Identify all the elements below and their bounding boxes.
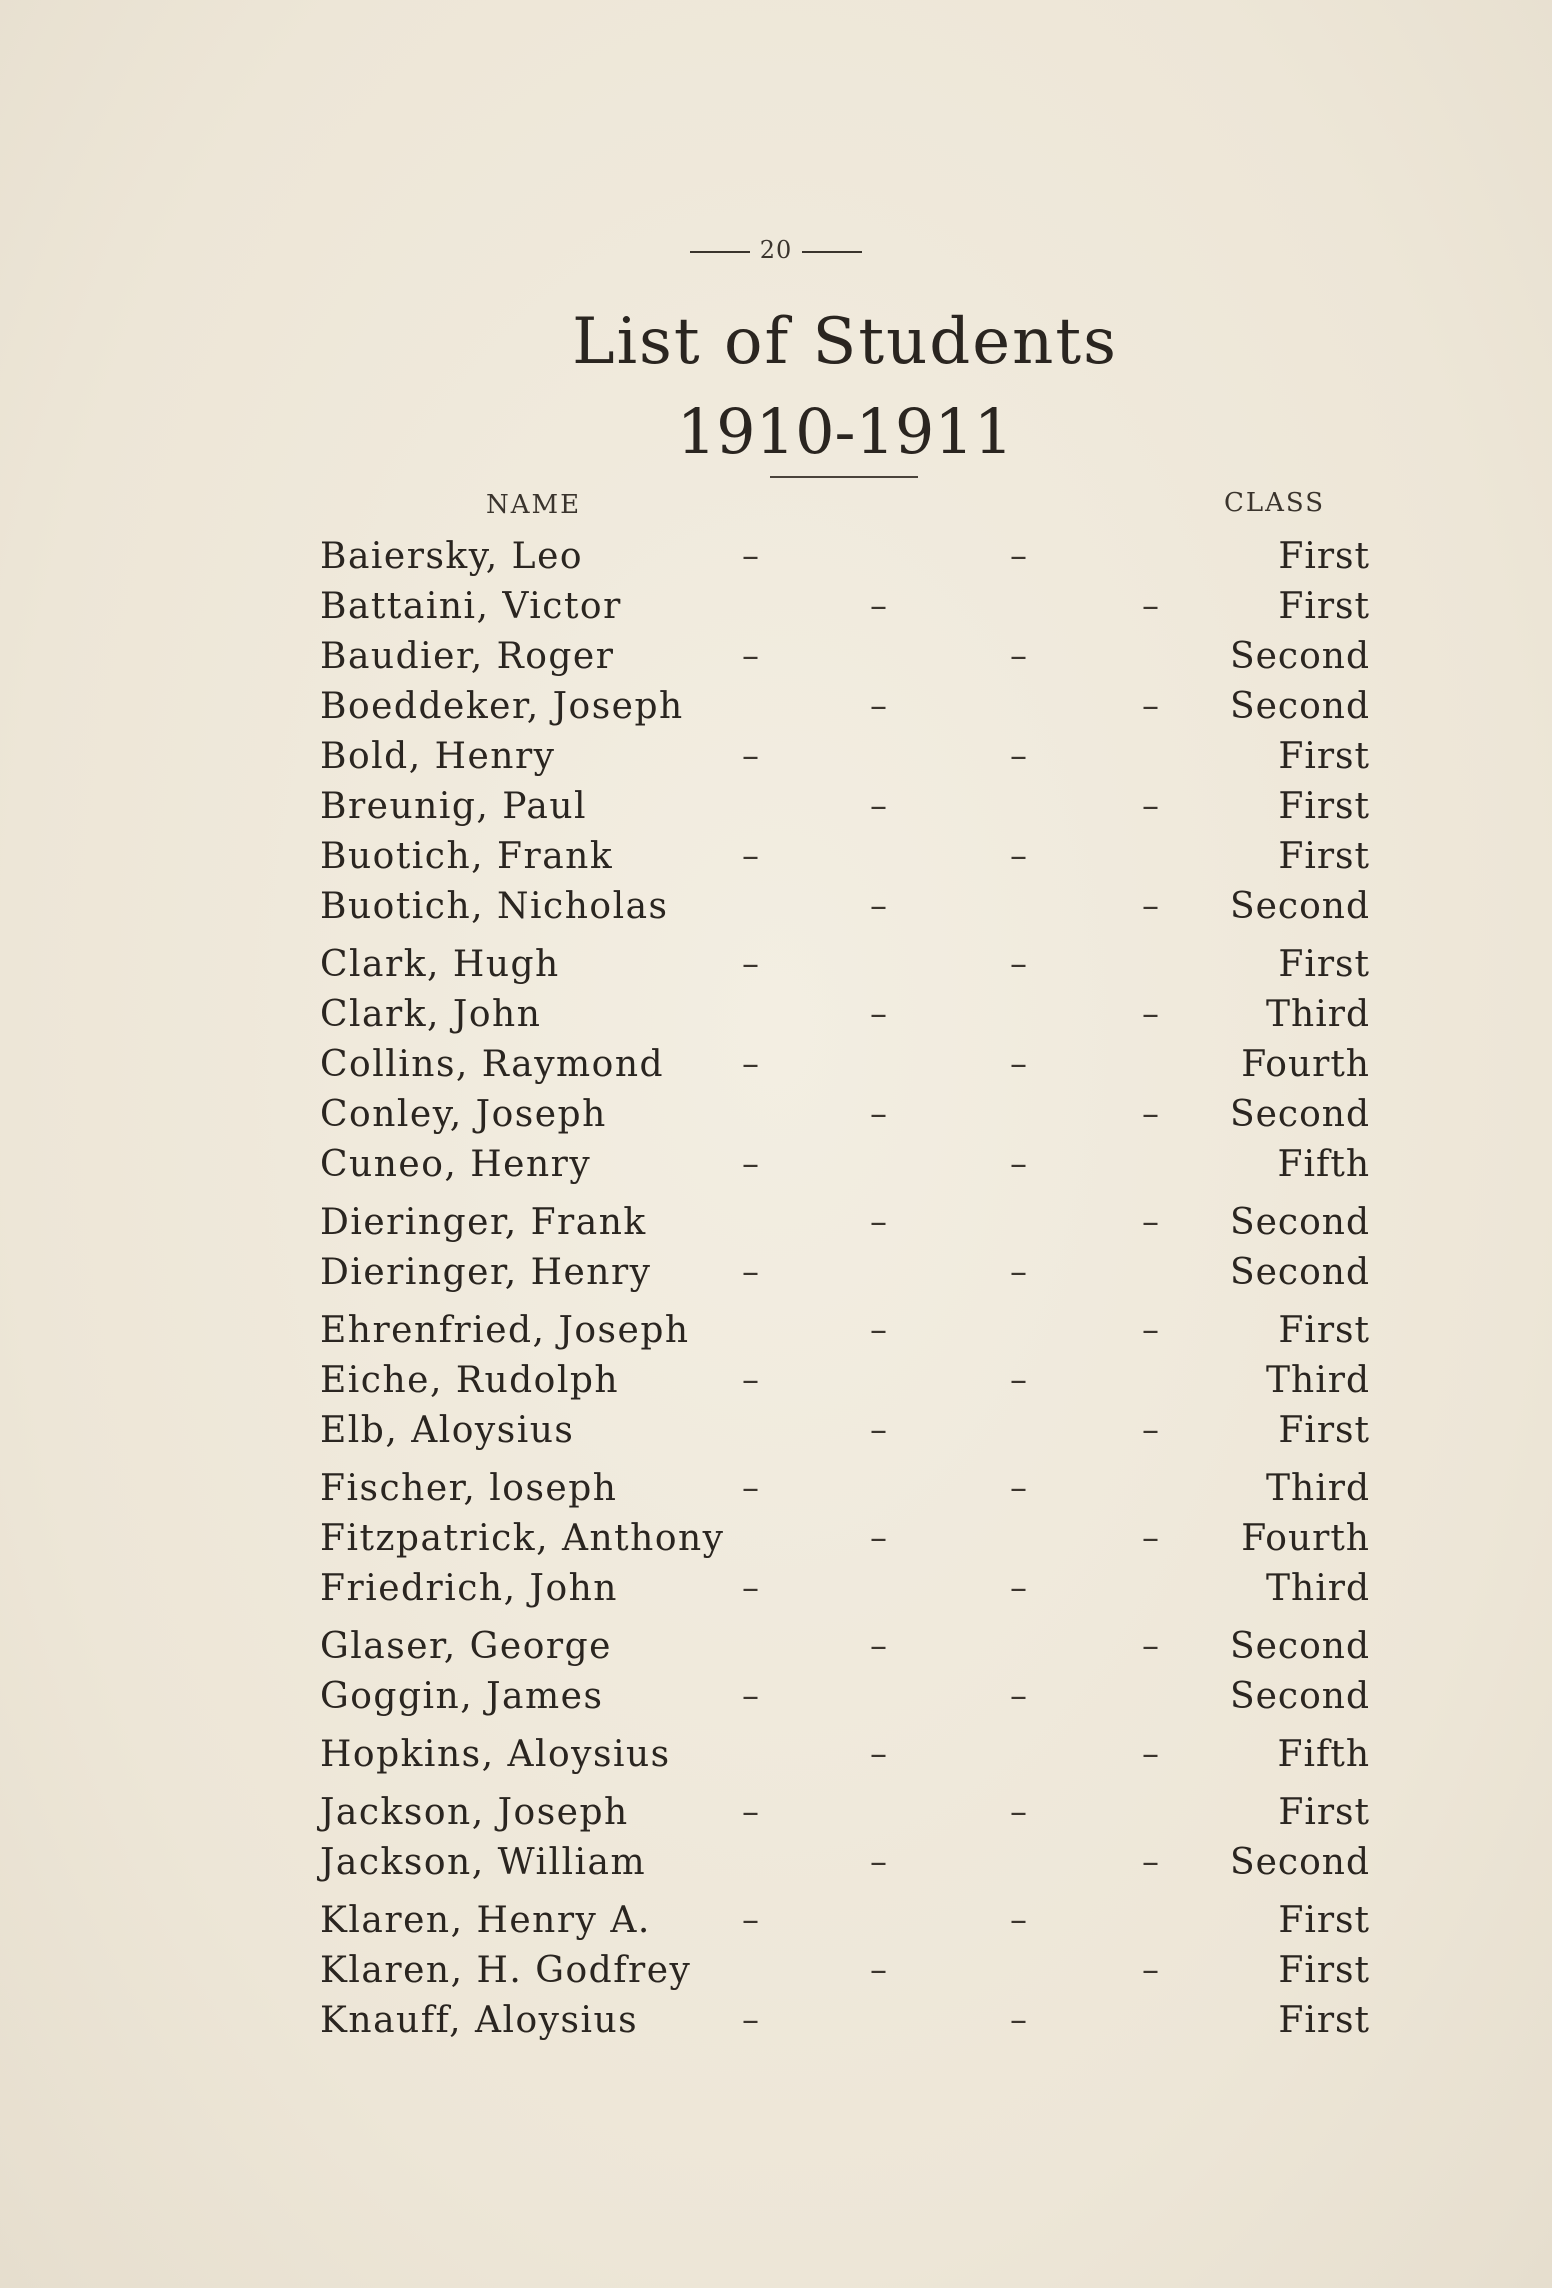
student-class: Third	[1266, 1360, 1370, 1401]
student-name: Conley, Joseph	[320, 1094, 607, 1135]
table-row	[0, 1676, 1552, 1722]
table-row	[0, 836, 1552, 882]
student-name: Hopkins, Aloysius	[320, 1734, 671, 1775]
table-row	[0, 686, 1552, 732]
table-row	[0, 1310, 1552, 1356]
leader-dash: –	[742, 1468, 759, 1508]
leader-dash: –	[742, 636, 759, 676]
student-class: Second	[1229, 1202, 1370, 1243]
table-row	[0, 1410, 1552, 1456]
student-class: Fifth	[1277, 1734, 1370, 1775]
student-class: First	[1278, 1310, 1370, 1351]
leader-dash: –	[1010, 1676, 1027, 1716]
student-class: Second	[1229, 1252, 1370, 1293]
student-class: First	[1278, 786, 1370, 827]
leader-dash: –	[742, 1360, 759, 1400]
table-row	[0, 1202, 1552, 1248]
leader-dash: –	[870, 686, 887, 726]
table-row	[0, 1044, 1552, 1090]
table-row	[0, 944, 1552, 990]
leader-dash: –	[870, 1842, 887, 1882]
student-class: Third	[1266, 1468, 1370, 1509]
table-row	[0, 1568, 1552, 1614]
leader-dash: –	[742, 1792, 759, 1832]
leader-dash: –	[742, 944, 759, 984]
leader-dash: –	[1142, 1626, 1159, 1666]
student-name: Jackson, Joseph	[320, 1792, 629, 1833]
table-row	[0, 1252, 1552, 1298]
leader-dash: –	[1010, 836, 1027, 876]
student-name: Boeddeker, Joseph	[320, 686, 684, 727]
student-name: Collins, Raymond	[320, 1044, 665, 1085]
student-class: Fifth	[1277, 1144, 1370, 1185]
page-subtitle-years: 1910-1911	[676, 395, 1014, 468]
leader-dash: –	[742, 836, 759, 876]
student-class: Second	[1229, 636, 1370, 677]
student-class: First	[1278, 1900, 1370, 1941]
page-number-rule-left	[690, 251, 750, 253]
leader-dash: –	[742, 1568, 759, 1608]
student-class: First	[1278, 1792, 1370, 1833]
table-row	[0, 2000, 1552, 2046]
leader-dash: –	[870, 1094, 887, 1134]
leader-dash: –	[870, 1950, 887, 1990]
student-class: First	[1278, 1950, 1370, 1991]
leader-dash: –	[742, 2000, 759, 2040]
table-row	[0, 1842, 1552, 1888]
leader-dash: –	[742, 1044, 759, 1084]
leader-dash: –	[1142, 1310, 1159, 1350]
student-name: Baudier, Roger	[320, 636, 615, 677]
leader-dash: –	[1010, 1468, 1027, 1508]
student-name: Ehrenfried, Joseph	[320, 1310, 690, 1351]
student-name: Baiersky, Leo	[320, 536, 584, 577]
leader-dash: –	[870, 1734, 887, 1774]
leader-dash: –	[1142, 886, 1159, 926]
student-name: Jackson, William	[320, 1842, 647, 1883]
student-class: Fourth	[1241, 1044, 1370, 1085]
student-name: Breunig, Paul	[320, 786, 588, 827]
leader-dash: –	[1010, 1144, 1027, 1184]
table-row	[0, 786, 1552, 832]
leader-dash: –	[1142, 1734, 1159, 1774]
leader-dash: –	[1010, 1568, 1027, 1608]
table-row	[0, 1626, 1552, 1672]
table-row	[0, 1468, 1552, 1514]
student-name: Klaren, H. Godfrey	[320, 1950, 692, 1991]
student-name: Cuneo, Henry	[320, 1144, 592, 1185]
student-name: Friedrich, John	[320, 1568, 618, 1609]
table-row	[0, 994, 1552, 1040]
leader-dash: –	[1010, 1360, 1027, 1400]
leader-dash: –	[742, 1252, 759, 1292]
leader-dash: –	[1010, 736, 1027, 776]
leader-dash: –	[1010, 1900, 1027, 1940]
leader-dash: –	[870, 1518, 887, 1558]
student-class: Second	[1229, 886, 1370, 927]
student-name: Battaini, Victor	[320, 586, 622, 627]
student-name: Buotich, Frank	[320, 836, 614, 877]
student-class: Second	[1229, 1676, 1370, 1717]
student-name: Fitzpatrick, Anthony	[320, 1518, 725, 1559]
student-name: Glaser, George	[320, 1626, 612, 1667]
leader-dash: –	[1010, 1252, 1027, 1292]
leader-dash: –	[1142, 1410, 1159, 1450]
leader-dash: –	[870, 1202, 887, 1242]
leader-dash: –	[1010, 636, 1027, 676]
leader-dash: –	[870, 586, 887, 626]
student-name: Clark, Hugh	[320, 944, 560, 985]
student-class: First	[1278, 2000, 1370, 2041]
leader-dash: –	[742, 1144, 759, 1184]
leader-dash: –	[870, 886, 887, 926]
table-row	[0, 1950, 1552, 1996]
leader-dash: –	[1142, 586, 1159, 626]
student-name: Buotich, Nicholas	[320, 886, 669, 927]
leader-dash: –	[1142, 1842, 1159, 1882]
leader-dash: –	[870, 786, 887, 826]
student-class: Third	[1266, 994, 1370, 1035]
student-name: Dieringer, Frank	[320, 1202, 647, 1243]
page-number-text: 20	[759, 236, 793, 264]
table-row	[0, 1144, 1552, 1190]
leader-dash: –	[1142, 686, 1159, 726]
student-class: First	[1278, 944, 1370, 985]
student-class: First	[1278, 1410, 1370, 1451]
table-row	[0, 1792, 1552, 1838]
student-name: Fischer, loseph	[320, 1468, 618, 1509]
table-row	[0, 886, 1552, 932]
page-number	[0, 236, 1552, 264]
student-class: Second	[1229, 1626, 1370, 1667]
table-row	[0, 1094, 1552, 1140]
table-row	[0, 586, 1552, 632]
student-class: Second	[1229, 686, 1370, 727]
leader-dash: –	[742, 736, 759, 776]
leader-dash: –	[1142, 786, 1159, 826]
student-name: Dieringer, Henry	[320, 1252, 652, 1293]
table-row	[0, 736, 1552, 782]
leader-dash: –	[1142, 994, 1159, 1034]
table-row	[0, 536, 1552, 582]
table-row	[0, 1734, 1552, 1780]
leader-dash: –	[742, 536, 759, 576]
leader-dash: –	[742, 1676, 759, 1716]
leader-dash: –	[1010, 1044, 1027, 1084]
student-class: First	[1278, 536, 1370, 577]
student-class: First	[1278, 836, 1370, 877]
student-name: Goggin, James	[320, 1676, 604, 1717]
student-class: Second	[1229, 1842, 1370, 1883]
table-row	[0, 1360, 1552, 1406]
title-divider	[770, 476, 918, 478]
student-name: Knauff, Aloysius	[320, 2000, 639, 2041]
column-header-class: CLASS	[1224, 488, 1326, 518]
student-class: First	[1278, 736, 1370, 777]
leader-dash: –	[1142, 1202, 1159, 1242]
student-class: Second	[1229, 1094, 1370, 1135]
leader-dash: –	[1010, 1792, 1027, 1832]
leader-dash: –	[1142, 1094, 1159, 1134]
table-row	[0, 636, 1552, 682]
column-header-name: NAME	[486, 490, 582, 520]
student-class: Fourth	[1241, 1518, 1370, 1559]
student-name: Klaren, Henry A.	[320, 1900, 651, 1941]
student-class: First	[1278, 586, 1370, 627]
leader-dash: –	[742, 1900, 759, 1940]
table-row	[0, 1900, 1552, 1946]
leader-dash: –	[870, 1410, 887, 1450]
leader-dash: –	[870, 994, 887, 1034]
leader-dash: –	[1010, 944, 1027, 984]
student-name: Clark, John	[320, 994, 542, 1035]
page-number-rule-right	[802, 251, 862, 253]
student-name: Bold, Henry	[320, 736, 556, 777]
student-name: Eiche, Rudolph	[320, 1360, 620, 1401]
student-name: Elb, Aloysius	[320, 1410, 575, 1451]
leader-dash: –	[1142, 1518, 1159, 1558]
student-class: Third	[1266, 1568, 1370, 1609]
leader-dash: –	[870, 1310, 887, 1350]
page-title: List of Students	[572, 305, 1118, 379]
leader-dash: –	[1010, 2000, 1027, 2040]
table-row	[0, 1518, 1552, 1564]
leader-dash: –	[1010, 536, 1027, 576]
leader-dash: –	[870, 1626, 887, 1666]
leader-dash: –	[1142, 1950, 1159, 1990]
